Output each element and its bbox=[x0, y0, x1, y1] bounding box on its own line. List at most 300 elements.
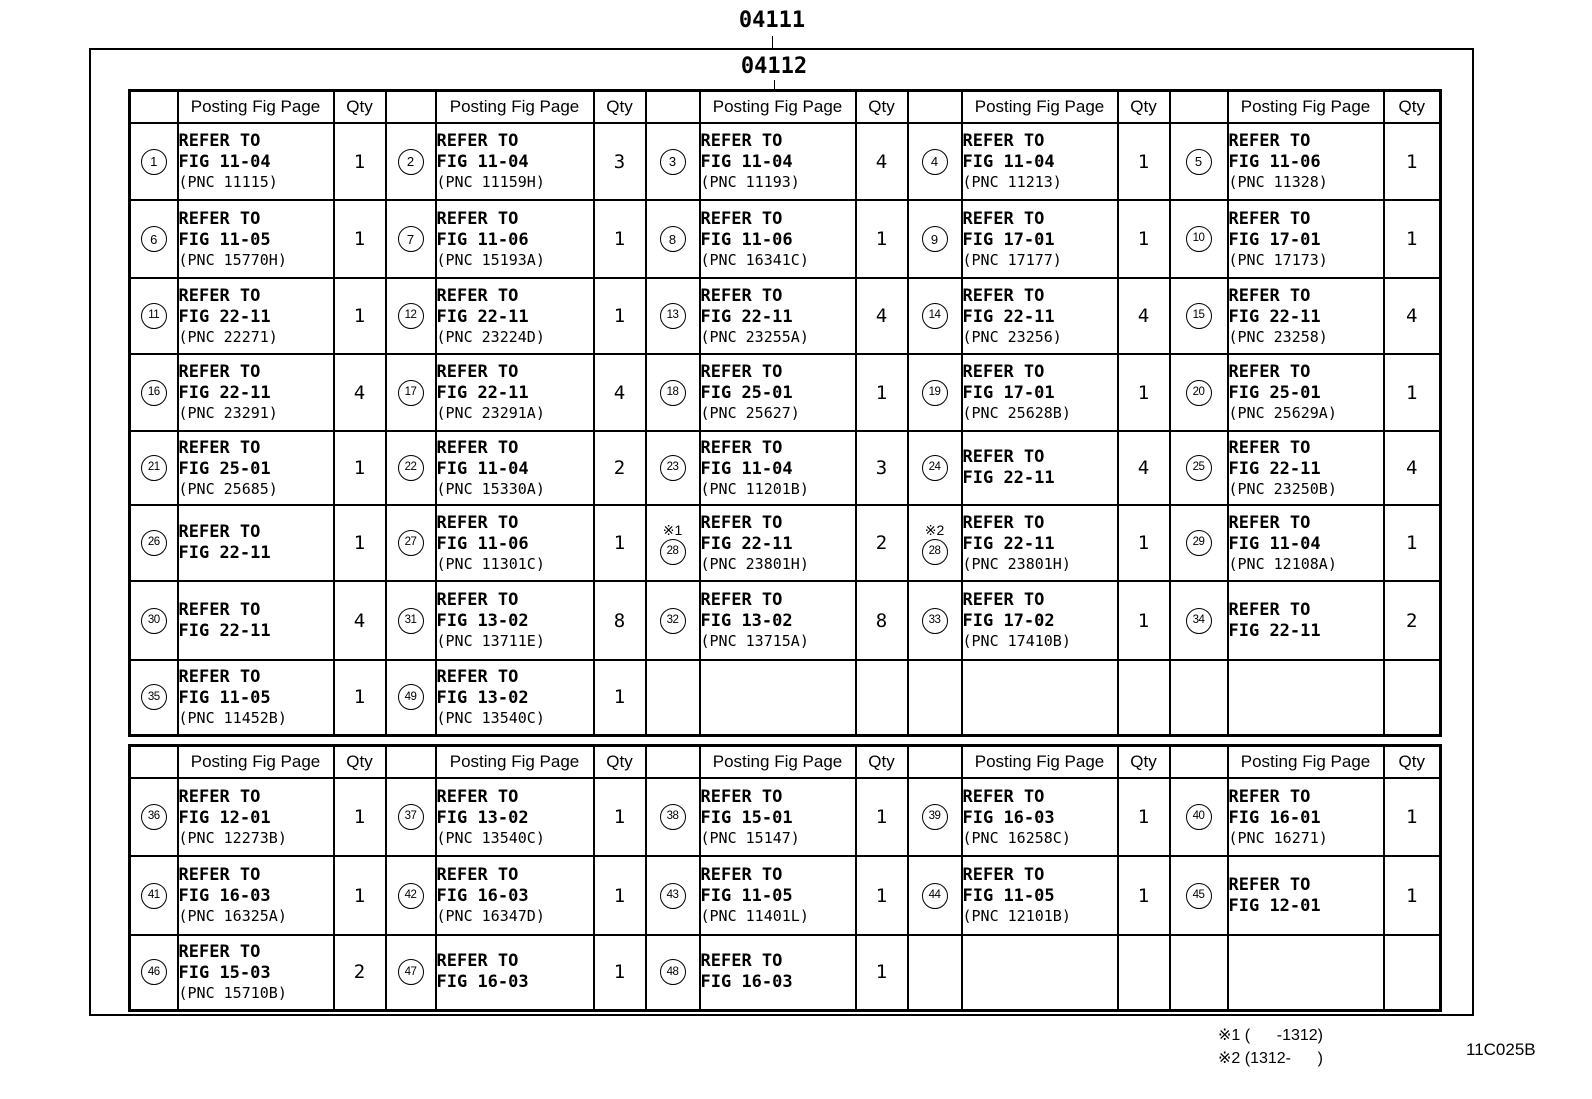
item-number-cell bbox=[646, 581, 700, 660]
item-number-badge: 17 bbox=[398, 380, 424, 406]
qty-cell: 4 bbox=[1118, 431, 1170, 505]
table-row bbox=[130, 123, 1441, 200]
qty-cell: 1 bbox=[334, 123, 386, 200]
qty-cell: 1 bbox=[1118, 200, 1170, 278]
pnc-ref-text: (PNC 23256) bbox=[962, 327, 1062, 346]
figure-ref-text: FIG 11-04 bbox=[962, 152, 1055, 172]
pnc-ref-text: (PNC 15770H) bbox=[178, 250, 287, 269]
figure-ref-text: FIG 22-11 bbox=[178, 306, 271, 327]
pnc-ref-text: (PNC 11201B) bbox=[700, 479, 809, 498]
item-number-badge: 39 bbox=[922, 804, 948, 830]
reference-cell bbox=[962, 856, 1118, 935]
qty-cell: 1 bbox=[1118, 581, 1170, 660]
qty-cell bbox=[1384, 660, 1441, 735]
header-posting-fig-page: Posting Fig Page bbox=[700, 91, 856, 124]
pnc-ref-text: (PNC 11301C) bbox=[436, 554, 545, 573]
header-number-cell bbox=[386, 746, 436, 779]
item-number-cell bbox=[908, 778, 962, 856]
figure-ref-text: FIG 22-11 bbox=[178, 383, 271, 403]
reference-cell bbox=[1228, 200, 1384, 278]
figure-ref-text: FIG 17-01 bbox=[962, 383, 1055, 403]
item-number-badge: 35 bbox=[141, 684, 167, 710]
reference-cell bbox=[700, 778, 856, 856]
leader-line-outer bbox=[772, 36, 773, 48]
refer-to-text: REFER TO bbox=[436, 786, 519, 807]
figure-ref-text: FIG 25-01 bbox=[700, 383, 793, 403]
qty-cell: 4 bbox=[856, 278, 908, 354]
item-number-cell bbox=[908, 354, 962, 431]
qty-cell: 1 bbox=[1118, 354, 1170, 431]
reference-cell bbox=[178, 660, 334, 735]
item-number-cell bbox=[646, 200, 700, 278]
pnc-ref-text: (PNC 23258) bbox=[1228, 327, 1328, 346]
item-number-cell bbox=[908, 505, 962, 581]
item-number-cell bbox=[386, 660, 436, 735]
figure-ref-text: FIG 12-01 bbox=[178, 807, 271, 828]
reference-cell bbox=[1228, 431, 1384, 505]
item-number-cell bbox=[386, 581, 436, 660]
outer-assembly-number: 04111 bbox=[738, 8, 806, 33]
item-number-badge: 21 bbox=[141, 455, 167, 481]
pnc-ref-text: (PNC 23250B) bbox=[1228, 479, 1337, 498]
reference-cell bbox=[436, 505, 594, 581]
pnc-ref-text: (PNC 25628B) bbox=[962, 404, 1071, 422]
item-number-badge: 47 bbox=[398, 959, 424, 985]
item-number-badge: 18 bbox=[660, 380, 686, 406]
figure-ref-text: FIG 11-05 bbox=[962, 886, 1055, 906]
qty-cell: 1 bbox=[594, 856, 646, 935]
item-number-badge: 5 bbox=[1186, 149, 1212, 175]
item-number-cell bbox=[1170, 935, 1228, 1010]
refer-to-text: REFER TO bbox=[178, 666, 261, 687]
item-number-cell bbox=[130, 354, 178, 431]
header-number-cell bbox=[646, 91, 700, 124]
refer-to-text: REFER TO bbox=[1228, 512, 1311, 533]
header-posting-fig-page: Posting Fig Page bbox=[436, 91, 594, 124]
figure-ref-text: FIG 11-06 bbox=[436, 533, 529, 554]
figure-ref-text: FIG 11-05 bbox=[178, 687, 271, 708]
refer-to-text: REFER TO bbox=[962, 208, 1045, 229]
qty-cell: 1 bbox=[856, 935, 908, 1010]
refer-to-text: REFER TO bbox=[436, 285, 519, 306]
qty-cell: 8 bbox=[856, 581, 908, 660]
qty-cell: 1 bbox=[594, 935, 646, 1010]
header-qty: Qty bbox=[594, 746, 646, 779]
figure-ref-text: FIG 11-06 bbox=[436, 229, 529, 250]
item-number-cell bbox=[908, 200, 962, 278]
figure-ref-text: FIG 13-02 bbox=[700, 611, 793, 631]
reference-cell bbox=[436, 123, 594, 200]
item-number-badge: 28 bbox=[922, 539, 948, 565]
reference-cell bbox=[1228, 505, 1384, 581]
refer-to-text: REFER TO bbox=[700, 208, 783, 229]
pnc-ref-text: (PNC 23224D) bbox=[436, 327, 545, 346]
qty-cell: 1 bbox=[1384, 200, 1441, 278]
figure-ref-text: FIG 13-02 bbox=[436, 687, 529, 708]
item-number-badge: 27 bbox=[398, 530, 424, 556]
figure-ref-text: FIG 25-01 bbox=[178, 458, 271, 479]
item-number-cell bbox=[1170, 660, 1228, 735]
item-number-cell bbox=[908, 123, 962, 200]
figure-ref-text: FIG 11-06 bbox=[1228, 152, 1321, 172]
table-row bbox=[130, 856, 1441, 935]
figure-ref-text: FIG 15-03 bbox=[178, 962, 271, 983]
item-number-badge: 46 bbox=[141, 959, 167, 985]
pnc-ref-text: (PNC 23291) bbox=[178, 404, 278, 422]
item-number-cell bbox=[646, 431, 700, 505]
figure-ref-text: FIG 16-03 bbox=[436, 886, 529, 906]
header-posting-fig-page: Posting Fig Page bbox=[1228, 746, 1384, 779]
refer-to-text: REFER TO bbox=[436, 362, 519, 382]
item-number-badge: 41 bbox=[141, 883, 167, 909]
item-number-cell bbox=[1170, 278, 1228, 354]
item-number-badge: 36 bbox=[141, 804, 167, 830]
item-number-badge: 23 bbox=[660, 455, 686, 481]
pnc-ref-text: (PNC 12101B) bbox=[962, 907, 1071, 925]
item-number-badge: 19 bbox=[922, 380, 948, 406]
qty-cell: 4 bbox=[594, 354, 646, 431]
item-number-badge: 4 bbox=[922, 149, 948, 175]
item-number-badge: 1 bbox=[141, 149, 167, 175]
figure-ref-text: FIG 17-01 bbox=[1228, 229, 1321, 250]
header-posting-fig-page: Posting Fig Page bbox=[700, 746, 856, 779]
refer-to-text: REFER TO bbox=[178, 437, 261, 458]
qty-cell bbox=[1118, 935, 1170, 1010]
qty-cell: 4 bbox=[856, 123, 908, 200]
refer-to-text: REFER TO bbox=[700, 951, 783, 972]
figure-ref-text: FIG 22-11 bbox=[436, 383, 529, 403]
qty-cell: 1 bbox=[1118, 778, 1170, 856]
header-qty: Qty bbox=[334, 91, 386, 124]
refer-to-text: REFER TO bbox=[1228, 131, 1311, 151]
refer-to-text: REFER TO bbox=[178, 362, 261, 382]
item-number-badge: 3 bbox=[660, 149, 686, 175]
refer-to-text: REFER TO bbox=[962, 447, 1045, 467]
reference-cell bbox=[1228, 778, 1384, 856]
item-number-cell bbox=[386, 778, 436, 856]
item-number-badge: 42 bbox=[398, 883, 424, 909]
reference-cell bbox=[1228, 856, 1384, 935]
pnc-ref-text: (PNC 15710B) bbox=[178, 983, 287, 1002]
reference-cell bbox=[1228, 278, 1384, 354]
reference-table-lower bbox=[128, 744, 1442, 1012]
refer-to-text: REFER TO bbox=[178, 941, 261, 962]
pnc-ref-text: (PNC 25629A) bbox=[1228, 404, 1337, 422]
header-qty: Qty bbox=[1118, 91, 1170, 124]
item-number-badge: 49 bbox=[398, 684, 424, 710]
figure-ref-text: FIG 17-01 bbox=[962, 229, 1055, 250]
figure-ref-text: FIG 11-05 bbox=[178, 229, 271, 250]
item-number-cell bbox=[646, 856, 700, 935]
refer-to-text: REFER TO bbox=[436, 131, 519, 151]
figure-ref-text: FIG 16-03 bbox=[700, 972, 793, 993]
qty-cell: 1 bbox=[1384, 505, 1441, 581]
pnc-ref-text: (PNC 11159H) bbox=[436, 173, 545, 191]
reference-cell bbox=[700, 278, 856, 354]
refer-to-text: REFER TO bbox=[436, 208, 519, 229]
item-number-badge: 12 bbox=[398, 303, 424, 329]
refer-to-text: REFER TO bbox=[700, 437, 783, 458]
item-number-badge: 33 bbox=[922, 608, 948, 634]
qty-cell: 1 bbox=[594, 778, 646, 856]
refer-to-text: REFER TO bbox=[436, 865, 519, 885]
qty-cell: 1 bbox=[594, 660, 646, 735]
figure-ref-text: FIG 16-03 bbox=[178, 886, 271, 906]
item-number-badge: 37 bbox=[398, 804, 424, 830]
qty-cell: 1 bbox=[334, 200, 386, 278]
reference-cell bbox=[700, 354, 856, 431]
item-number-cell bbox=[1170, 581, 1228, 660]
table-row bbox=[130, 200, 1441, 278]
item-number-cell bbox=[386, 505, 436, 581]
item-number-cell bbox=[130, 856, 178, 935]
item-number-badge: 11 bbox=[141, 303, 167, 329]
header-qty: Qty bbox=[594, 91, 646, 124]
item-number-cell bbox=[646, 935, 700, 1010]
refer-to-text: REFER TO bbox=[700, 285, 783, 306]
item-number-cell bbox=[908, 660, 962, 735]
item-number-cell bbox=[646, 778, 700, 856]
qty-cell: 1 bbox=[1118, 123, 1170, 200]
reference-cell bbox=[700, 581, 856, 660]
refer-to-text: REFER TO bbox=[178, 599, 261, 620]
header-posting-fig-page: Posting Fig Page bbox=[178, 746, 334, 779]
item-number-badge: 38 bbox=[660, 804, 686, 830]
figure-code: 11C025B bbox=[1466, 1040, 1536, 1059]
refer-to-text: REFER TO bbox=[1228, 208, 1311, 229]
item-number-badge: 44 bbox=[922, 883, 948, 909]
header-qty: Qty bbox=[334, 746, 386, 779]
qty-cell: 1 bbox=[856, 200, 908, 278]
figure-ref-text: FIG 11-04 bbox=[436, 458, 529, 479]
pnc-ref-text: (PNC 17410B) bbox=[962, 632, 1071, 650]
header-qty: Qty bbox=[856, 91, 908, 124]
header-qty: Qty bbox=[1118, 746, 1170, 779]
reference-cell bbox=[700, 200, 856, 278]
pnc-ref-text: (PNC 13711E) bbox=[436, 632, 545, 650]
header-number-cell bbox=[1170, 746, 1228, 779]
qty-cell: 1 bbox=[1118, 856, 1170, 935]
figure-ref-text: FIG 22-11 bbox=[700, 533, 793, 554]
header-row bbox=[130, 746, 1441, 779]
qty-cell: 1 bbox=[334, 778, 386, 856]
reference-cell bbox=[700, 123, 856, 200]
header-qty: Qty bbox=[856, 746, 908, 779]
refer-to-text: REFER TO bbox=[962, 590, 1045, 610]
table-row bbox=[130, 581, 1441, 660]
qty-cell: 1 bbox=[334, 660, 386, 735]
reference-cell bbox=[178, 856, 334, 935]
pnc-ref-text: (PNC 22271) bbox=[178, 327, 278, 346]
table-row bbox=[130, 354, 1441, 431]
figure-ref-text: FIG 15-01 bbox=[700, 807, 793, 828]
item-number-badge: 6 bbox=[141, 226, 167, 252]
item-number-badge: 14 bbox=[922, 303, 948, 329]
refer-to-text: REFER TO bbox=[700, 362, 783, 382]
reference-cell bbox=[436, 354, 594, 431]
item-number-badge: 32 bbox=[660, 608, 686, 634]
refer-to-text: REFER TO bbox=[436, 437, 519, 458]
figure-ref-text: FIG 13-02 bbox=[436, 611, 529, 631]
refer-to-text: REFER TO bbox=[1228, 874, 1311, 895]
figure-ref-text: FIG 11-05 bbox=[700, 886, 793, 906]
qty-cell: 4 bbox=[1118, 278, 1170, 354]
header-number-cell bbox=[386, 91, 436, 124]
refer-to-text: REFER TO bbox=[962, 865, 1045, 885]
reference-cell bbox=[1228, 660, 1384, 735]
reference-cell bbox=[962, 431, 1118, 505]
item-number-badge: 15 bbox=[1186, 303, 1212, 329]
figure-ref-text: FIG 22-11 bbox=[700, 306, 793, 327]
qty-cell: 2 bbox=[1384, 581, 1441, 660]
reference-cell bbox=[1228, 581, 1384, 660]
item-number-cell bbox=[908, 278, 962, 354]
reference-cell bbox=[962, 935, 1118, 1010]
pnc-ref-text: (PNC 16258C) bbox=[962, 828, 1071, 847]
item-number-badge: 24 bbox=[922, 455, 948, 481]
pnc-ref-text: (PNC 11213) bbox=[962, 173, 1062, 191]
item-number-cell bbox=[646, 660, 700, 735]
qty-cell bbox=[1384, 935, 1441, 1010]
item-number-badge: 25 bbox=[1186, 455, 1212, 481]
item-number-cell bbox=[386, 431, 436, 505]
refer-to-text: REFER TO bbox=[1228, 786, 1311, 807]
item-number-cell bbox=[908, 856, 962, 935]
reference-cell bbox=[700, 935, 856, 1010]
qty-cell: 4 bbox=[1384, 431, 1441, 505]
table-row bbox=[130, 935, 1441, 1010]
inner-assembly-number: 04112 bbox=[740, 54, 808, 79]
pnc-ref-text: (PNC 15193A) bbox=[436, 250, 545, 269]
table-row bbox=[130, 505, 1441, 581]
refer-to-text: REFER TO bbox=[700, 865, 783, 885]
figure-ref-text: FIG 17-02 bbox=[962, 611, 1055, 631]
refer-to-text: REFER TO bbox=[436, 512, 519, 533]
figure-ref-text: FIG 22-11 bbox=[1228, 306, 1321, 327]
pnc-ref-text: (PNC 16271) bbox=[1228, 828, 1328, 847]
period-note-mark: ※2 bbox=[924, 522, 945, 538]
refer-to-text: REFER TO bbox=[962, 131, 1045, 151]
table-row bbox=[130, 278, 1441, 354]
refer-to-text: REFER TO bbox=[700, 590, 783, 610]
qty-cell: 1 bbox=[594, 505, 646, 581]
header-posting-fig-page: Posting Fig Page bbox=[178, 91, 334, 124]
pnc-ref-text: (PNC 25627) bbox=[700, 404, 800, 422]
item-number-cell bbox=[908, 935, 962, 1010]
table-row bbox=[130, 660, 1441, 735]
reference-cell bbox=[962, 123, 1118, 200]
qty-cell: 1 bbox=[1384, 354, 1441, 431]
table-row bbox=[130, 431, 1441, 505]
header-qty: Qty bbox=[1384, 746, 1441, 779]
header-posting-fig-page: Posting Fig Page bbox=[1228, 91, 1384, 124]
footnote-1: ※1 ( -1312) bbox=[1218, 1027, 1323, 1044]
header-posting-fig-page: Posting Fig Page bbox=[436, 746, 594, 779]
table-row bbox=[130, 778, 1441, 856]
refer-to-text: REFER TO bbox=[178, 786, 261, 807]
refer-to-text: REFER TO bbox=[436, 951, 519, 972]
reference-cell bbox=[700, 856, 856, 935]
qty-cell: 2 bbox=[334, 935, 386, 1010]
footnote-2: ※2 (1312- ) bbox=[1218, 1050, 1323, 1067]
refer-to-text: REFER TO bbox=[178, 522, 261, 542]
item-number-badge: 28 bbox=[660, 539, 686, 565]
pnc-ref-text: (PNC 11328) bbox=[1228, 173, 1328, 191]
qty-cell: 4 bbox=[334, 354, 386, 431]
item-number-cell bbox=[130, 278, 178, 354]
qty-cell: 1 bbox=[1384, 778, 1441, 856]
reference-cell bbox=[436, 856, 594, 935]
refer-to-text: REFER TO bbox=[1228, 437, 1311, 458]
item-number-badge: 16 bbox=[141, 380, 167, 406]
qty-cell: 4 bbox=[334, 581, 386, 660]
item-number-badge: 7 bbox=[398, 226, 424, 252]
reference-cell bbox=[436, 660, 594, 735]
qty-cell: 1 bbox=[856, 856, 908, 935]
item-number-cell bbox=[386, 278, 436, 354]
item-number-cell bbox=[386, 354, 436, 431]
qty-cell: 4 bbox=[1384, 278, 1441, 354]
item-number-badge: 20 bbox=[1186, 380, 1212, 406]
item-number-badge: 48 bbox=[660, 959, 686, 985]
reference-cell bbox=[178, 278, 334, 354]
qty-cell: 1 bbox=[1384, 856, 1441, 935]
figure-ref-text: FIG 22-11 bbox=[1228, 458, 1321, 479]
pnc-ref-text: (PNC 11115) bbox=[178, 173, 278, 191]
pnc-ref-text: (PNC 12273B) bbox=[178, 828, 287, 847]
reference-cell bbox=[436, 200, 594, 278]
reference-cell bbox=[1228, 123, 1384, 200]
pnc-ref-text: (PNC 16341C) bbox=[700, 250, 809, 269]
item-number-cell bbox=[130, 660, 178, 735]
reference-cell bbox=[962, 200, 1118, 278]
refer-to-text: REFER TO bbox=[1228, 285, 1311, 306]
reference-cell bbox=[700, 431, 856, 505]
reference-cell bbox=[178, 123, 334, 200]
header-number-cell bbox=[130, 746, 178, 779]
figure-ref-text: FIG 22-11 bbox=[962, 306, 1055, 327]
item-number-cell bbox=[646, 123, 700, 200]
header-posting-fig-page: Posting Fig Page bbox=[962, 91, 1118, 124]
item-number-cell bbox=[646, 505, 700, 581]
period-note-mark: ※1 bbox=[662, 522, 683, 538]
pnc-ref-text: (PNC 16325A) bbox=[178, 907, 287, 925]
refer-to-text: REFER TO bbox=[178, 131, 261, 151]
refer-to-text: REFER TO bbox=[1228, 599, 1311, 620]
pnc-ref-text: (PNC 16347D) bbox=[436, 907, 545, 925]
item-number-cell bbox=[1170, 123, 1228, 200]
reference-cell bbox=[178, 505, 334, 581]
reference-cell bbox=[436, 278, 594, 354]
item-number-cell bbox=[386, 935, 436, 1010]
item-number-cell bbox=[1170, 354, 1228, 431]
item-number-badge: 2 bbox=[398, 149, 424, 175]
refer-to-text: REFER TO bbox=[962, 786, 1045, 807]
item-number-cell bbox=[130, 200, 178, 278]
figure-ref-text: FIG 22-11 bbox=[962, 468, 1055, 488]
refer-to-text: REFER TO bbox=[962, 285, 1045, 306]
pnc-ref-text: (PNC 23801H) bbox=[700, 554, 809, 573]
reference-cell bbox=[962, 581, 1118, 660]
figure-ref-text: FIG 16-01 bbox=[1228, 807, 1321, 828]
qty-cell: 1 bbox=[594, 200, 646, 278]
pnc-ref-text: (PNC 15147) bbox=[700, 828, 800, 847]
item-number-badge: 34 bbox=[1186, 608, 1212, 634]
pnc-ref-text: (PNC 23801H) bbox=[962, 554, 1071, 573]
item-number-cell bbox=[646, 354, 700, 431]
figure-ref-text: FIG 22-11 bbox=[178, 543, 271, 563]
figure-ref-text: FIG 11-06 bbox=[700, 229, 793, 250]
